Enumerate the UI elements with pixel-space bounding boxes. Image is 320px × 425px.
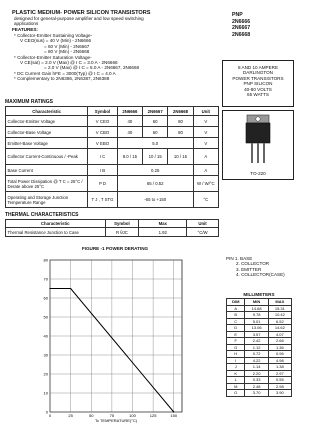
y-tick-label: 50 xyxy=(43,314,48,320)
cell: 0.72 xyxy=(245,351,268,358)
table-row xyxy=(227,344,292,351)
cell: V CEO xyxy=(88,116,118,127)
cell: A xyxy=(227,305,245,312)
cell: Base Current xyxy=(6,165,88,176)
cell: 2.97 xyxy=(268,370,291,377)
table-row xyxy=(227,357,292,364)
pin-note: 2. COLLECTOR xyxy=(236,261,270,267)
cell: I C xyxy=(88,149,118,165)
feature-line: V CE(sat) = 2.0 V (Max) @ I C = 3.0 A - 2N6666 xyxy=(20,60,118,66)
table-row xyxy=(227,305,292,312)
cell: -65 to +150 xyxy=(117,192,193,208)
cell: Emitter-Base Voltage xyxy=(6,138,88,149)
description-line: DARLINGTON xyxy=(242,70,274,76)
subtitle-line-2: applications xyxy=(14,21,39,26)
part-number: 2N6668 xyxy=(232,31,251,38)
cell: C xyxy=(227,318,245,325)
cell: °C/W xyxy=(187,228,219,237)
cell: O xyxy=(227,390,245,397)
cell: P D xyxy=(88,176,118,192)
cell: 0.55 xyxy=(268,377,291,384)
max-ratings-title: MAXIMUM RATINGS xyxy=(5,99,53,105)
table-row xyxy=(227,370,292,377)
part-number: 2N6666 xyxy=(232,18,251,25)
cell: G xyxy=(227,344,245,351)
cell: 9.78 xyxy=(245,312,268,319)
feature-line: = 80 V (Min) - 2N6668 xyxy=(44,49,90,55)
x-tick-label: 150 xyxy=(170,413,178,418)
cell: V xyxy=(193,138,218,149)
cell: D xyxy=(227,325,245,332)
x-axis-label: Tc TEMPERATURE(°C) xyxy=(94,418,138,423)
cell: L xyxy=(227,377,245,384)
table-row xyxy=(6,127,219,138)
feature-line: * Collector-Emitter Sustaining Voltage- xyxy=(14,33,93,38)
cell: 8.0 / 15 xyxy=(117,149,142,165)
cell: 40 xyxy=(117,127,142,138)
package-label: TO-220 xyxy=(250,171,266,176)
description-line: 8 AND 10 AMPERE xyxy=(237,65,279,70)
cell: 65 / 0.52 xyxy=(117,176,193,192)
cell: 1.12 xyxy=(245,344,268,351)
x-tick-label: 75 xyxy=(109,413,115,418)
polarity-label: PNP xyxy=(232,12,243,18)
cell: J xyxy=(227,364,245,371)
max-ratings-table xyxy=(5,106,219,208)
cell: V xyxy=(193,127,218,138)
cell: Collector Current-Continuous / -Peak xyxy=(6,149,88,165)
y-tick-label: 20 xyxy=(43,371,48,377)
cell: 2.98 xyxy=(268,383,291,390)
cell: 0.33 xyxy=(245,377,268,384)
table-row xyxy=(227,331,292,338)
table-row xyxy=(227,377,292,384)
table-row xyxy=(6,138,219,149)
cell: R θJC xyxy=(105,228,139,237)
cell: 1.14 xyxy=(245,364,268,371)
cell: Operating and Storage Junction Temperature Range xyxy=(6,192,88,208)
cell: 10 / 15 xyxy=(168,149,193,165)
cell: 3.57 xyxy=(245,331,268,338)
x-tick-label: 25 xyxy=(68,413,73,418)
y-tick-label: 80 xyxy=(43,257,48,263)
cell: 1.38 xyxy=(268,364,291,371)
datasheet-title: PLASTIC MEDIUM- POWER SILICON TRANSISTORS xyxy=(12,10,151,16)
table-row xyxy=(6,228,219,237)
cell: 10.42 xyxy=(268,312,291,319)
cell: H xyxy=(227,351,245,358)
feature-line: * Collector-Emitter Saturation Voltage- xyxy=(14,54,92,60)
table-row xyxy=(227,383,292,390)
feature-line: = 2.0 V (Max) @ I C = 5.0 A - 2N6667, 2N6668 xyxy=(44,65,140,71)
column-header: 2N6667 xyxy=(143,107,168,116)
x-tick-label: 100 xyxy=(129,413,136,418)
cell: Collector-Emitter Voltage xyxy=(6,116,88,127)
cell: Thermal Resistance Junction to Case xyxy=(6,228,106,237)
table-row xyxy=(227,364,292,371)
cell: 0.25 xyxy=(117,165,193,176)
cell: 4.98 xyxy=(268,357,291,364)
cell: 2.42 xyxy=(245,338,268,345)
x-tick-label: 125 xyxy=(149,413,157,418)
data-point xyxy=(70,288,71,289)
subtitle-line-1: designed for general-purpose amplifier and low speed switching xyxy=(14,16,144,21)
part-number: 2N6667 xyxy=(232,25,251,32)
cell: 60 xyxy=(143,116,168,127)
table-row xyxy=(227,318,292,325)
column-header: Unit xyxy=(187,220,219,228)
cell: 40 xyxy=(117,116,142,127)
table-header-row xyxy=(6,107,219,116)
description-line: 40-80 VOLTS xyxy=(244,86,272,92)
column-header: Max xyxy=(139,220,187,228)
pin-notes xyxy=(226,256,285,278)
column-header: 2N6668 xyxy=(168,107,193,116)
table-row xyxy=(6,165,219,176)
y-tick-label: 60 xyxy=(43,295,48,301)
dims-title: MILLIMETERS xyxy=(243,292,275,297)
table-header-row xyxy=(227,299,292,306)
pin-note: 3. EMITTER xyxy=(236,266,262,272)
y-tick-label: 0 xyxy=(45,409,48,415)
cell: 5.0 xyxy=(117,138,193,149)
table-row xyxy=(6,116,219,127)
cell: 3.70 xyxy=(245,390,268,397)
power-derating-chart xyxy=(36,252,196,425)
y-tick-label: 40 xyxy=(43,333,48,339)
cell: A xyxy=(193,165,218,176)
cell: T J , T STG xyxy=(88,192,118,208)
data-point xyxy=(173,411,174,412)
pin-note: PIN 1. BASE xyxy=(226,256,253,261)
column-header: 2N6666 xyxy=(117,107,142,116)
cell: 1.92 xyxy=(139,228,187,237)
table-row xyxy=(227,325,292,332)
cell: 2.20 xyxy=(245,370,268,377)
cell: 13.06 xyxy=(245,325,268,332)
to220-package-icon xyxy=(223,111,293,171)
description-line: 65 WATTS xyxy=(247,92,269,98)
cell: Total Power Dissipation @ T C = 25°C / Derate above 25°C xyxy=(6,176,88,192)
cell: 2.66 xyxy=(268,338,291,345)
part-numbers xyxy=(232,12,250,38)
cell: DIM xyxy=(227,299,245,306)
y-tick-label: 30 xyxy=(43,352,48,358)
y-tick-label: 10 xyxy=(43,390,48,396)
cell: E xyxy=(227,331,245,338)
cell: 2.48 xyxy=(245,383,268,390)
cell: 10 / 15 xyxy=(143,149,168,165)
table-row xyxy=(227,338,292,345)
thermal-table xyxy=(5,219,219,237)
feature-line: * Complementary to 2N6386, 2N6387, 2N6388 xyxy=(14,76,110,82)
cell: 6.52 xyxy=(268,318,291,325)
column-header: Characteristic xyxy=(6,220,106,228)
cell: F xyxy=(227,338,245,345)
dimensions-table xyxy=(226,298,292,397)
cell: W / W/°C xyxy=(193,176,218,192)
cell: Collector-Base Voltage xyxy=(6,127,88,138)
cell: 0.96 xyxy=(268,351,291,358)
cell: A xyxy=(193,149,218,165)
table-row xyxy=(227,312,292,319)
thermal-title: THERMAL CHARACTERISTICS xyxy=(5,212,79,218)
cell: B xyxy=(227,312,245,319)
feature-line: V CEO(sus) = 40 V (Min) - 2N6666 xyxy=(20,38,92,44)
feature-line: = 60 V (Min) - 2N6667 xyxy=(44,43,90,49)
column-header: Characteristic xyxy=(6,107,88,116)
y-tick-label: 70 xyxy=(43,276,48,282)
cell: 5.01 xyxy=(245,318,268,325)
cell: 15.31 xyxy=(268,305,291,312)
cell: 14.68 xyxy=(245,305,268,312)
cell: 4.07 xyxy=(268,331,291,338)
cell: °C xyxy=(193,192,218,208)
cell: V EBO xyxy=(88,138,118,149)
package-box xyxy=(222,110,294,180)
cell: MAX xyxy=(268,299,291,306)
cell: V CBO xyxy=(88,127,118,138)
column-header: Unit xyxy=(193,107,218,116)
cell: K xyxy=(227,370,245,377)
cell: 3.90 xyxy=(268,390,291,397)
column-header: Symbol xyxy=(88,107,118,116)
figure-title: FIGURE -1 POWER DERATING xyxy=(81,246,149,251)
description-line: PNP SILICON xyxy=(243,81,273,87)
cell: M xyxy=(227,383,245,390)
cell: 1.36 xyxy=(268,344,291,351)
table-row xyxy=(6,192,219,208)
table-header-row xyxy=(6,220,219,228)
table-row xyxy=(227,390,292,397)
cell: 14.62 xyxy=(268,325,291,332)
description-box xyxy=(222,60,294,107)
cell: V xyxy=(193,116,218,127)
table-row xyxy=(6,176,219,192)
feature-line: * DC Current Gain hFE = 3000(Typ) @ I C = 4.0 A xyxy=(14,70,116,76)
cell: I xyxy=(227,357,245,364)
features-list xyxy=(14,33,139,82)
x-tick-label: 50 xyxy=(89,413,94,418)
cell: 80 xyxy=(168,116,193,127)
cell: 4.22 xyxy=(245,357,268,364)
column-header: Symbol xyxy=(105,220,139,228)
x-tick-label: 0 xyxy=(48,413,52,418)
cell: 60 xyxy=(143,127,168,138)
table-row xyxy=(227,351,292,358)
cell: MIN xyxy=(245,299,268,306)
pin-note: 4. COLLECTOR(CASE) xyxy=(236,272,285,278)
description-line: POWER TRANSISTORS xyxy=(232,75,284,81)
features-label: FEATURES: xyxy=(12,27,38,32)
cell: 80 xyxy=(168,127,193,138)
data-point xyxy=(49,288,50,289)
cell: I B xyxy=(88,165,118,176)
table-row xyxy=(6,149,219,165)
